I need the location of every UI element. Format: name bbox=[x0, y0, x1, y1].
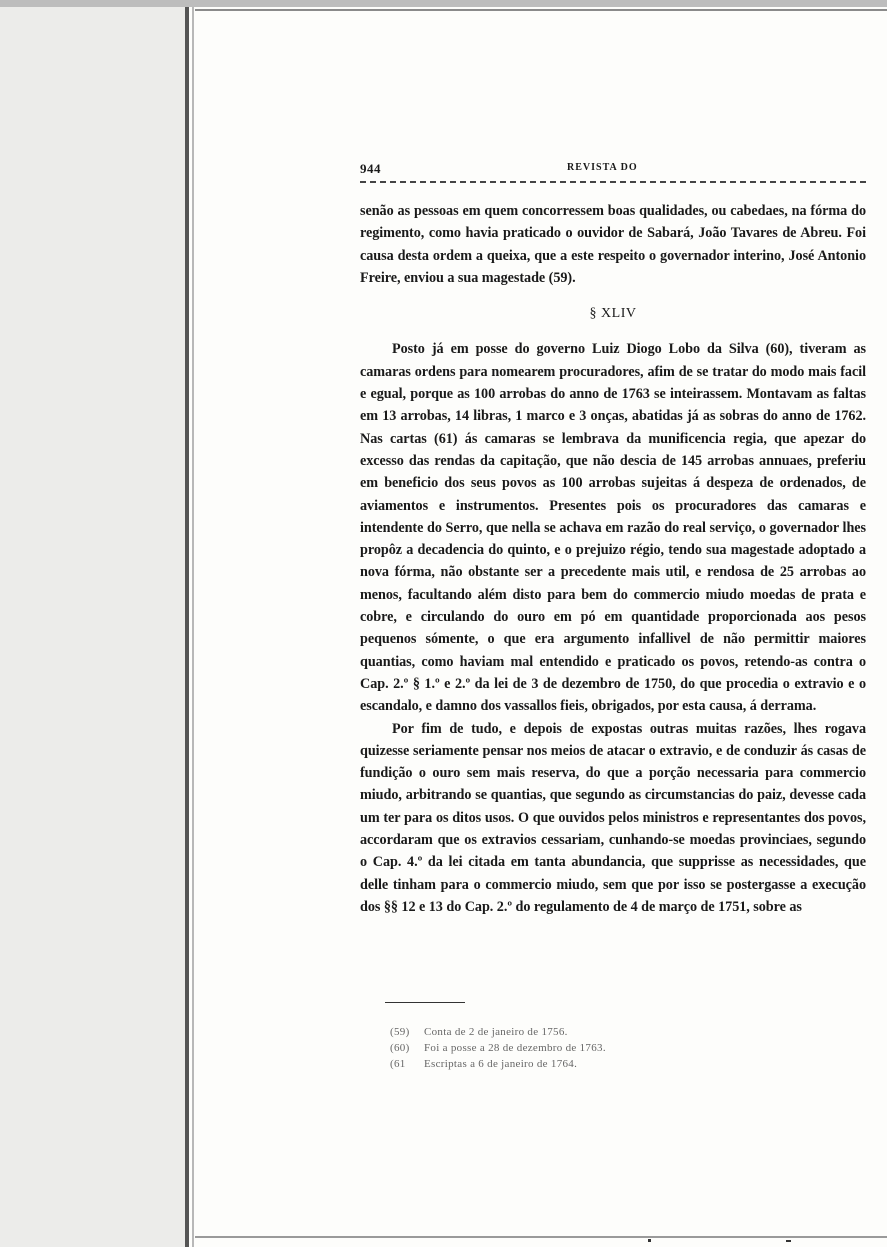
page-number: 944 bbox=[360, 161, 381, 176]
scan-binding-edge bbox=[185, 0, 189, 1247]
section-heading: § XLIV bbox=[589, 306, 637, 322]
scan-top-line bbox=[195, 9, 887, 11]
footnote-text: Conta de 2 de janeiro de 1756. bbox=[424, 1026, 568, 1038]
footnote-number: (59) bbox=[390, 1026, 410, 1038]
paragraph-3: Por fim de tudo, e depois de expostas outras muitas razões, lhes rogava quizesse seriamente pensar nos meios de atacar o extravio, e de conduzir ás casas de fundição o ouro sem mais reserva, do que a porção necessaria para commercio miudo, arbitrando se quantias, que segundo as circumstancias do paiz, devesse cada um ter para os ditos usos. O que ouvidos pelos ministros e representantes dos povos, accordaram que os extravios cessariam, cunhando-se moedas provinciaes, segundo o Cap. 4.º da lei citada em tanta abundancia, que supprisse as necessidades, que delle tinham para o commercio miudo, sem que por isso se postergasse a execução dos §§ 12 e 13 do Cap. 2.º do regulamento de 4 de março de 1751, sobre as bbox=[360, 720, 866, 915]
footnote-number: (61 bbox=[390, 1058, 406, 1070]
paragraph-2: Posto já em posse do governo Luiz Diogo Lobo da Silva (60), tiveram as camaras ordens para nomearem procuradores, afim de se tratar do modo mais facil e egual, porque as 100 arrobas do anno de 1763 se inteirassem. Montavam as faltas em 13 arrobas, 14 libras, 1 marco e 3 onças, abatidas já as sobras do anno de 1762. Nas cartas (61) ás camaras se lembrava da munificencia regia, que apezar do excesso das rendas da capitação, que não descia de 145 arrobas annuaes, preferiu em beneficio dos seus povos as 100 arrobas sujeitas á despeza de ordenados, de aviamentos e instrumentos. Presentes pois os procuradores das camaras e intendente do Serro, que nella se achava em razão do real serviço, o governador lhes propôz a decadencia do quinto, e o prejuizo régio, tendo sua magestade adoptado a nova fórma, não obstante ser a precedente mais util, e rendosa de 25 arrobas ao menos, facultando além disto para bem do commercio miudo moedas de prata e cobre, e circulando do ouro em pó em quantidade proporcionada aos pesos pequenos sómente, o que era argumento infallivel de não permittir maiores quantias, como haviam mal entendido e praticado os povos, retendo-as contra o Cap. 2.º § 1.º e 2.º da lei de 3 de dezembro de 1750, do que procedia o extravio e o escandalo, e damno dos vassallos fieis, obrigados, por esta causa, á derrama. bbox=[360, 341, 866, 715]
scan-page-margin bbox=[0, 0, 185, 1247]
scan-speck bbox=[786, 1240, 791, 1242]
scan-top-border bbox=[0, 0, 887, 7]
body-text bbox=[360, 200, 866, 918]
footnote-rule bbox=[385, 1002, 465, 1003]
scan-binding-shadow bbox=[192, 0, 194, 1247]
footnote-59 bbox=[390, 1024, 790, 1040]
scan-bottom-line bbox=[195, 1236, 887, 1238]
paragraph-1: senão as pessoas em quem concorressem boas qualidades, ou cabedaes, na fórma do regimento, como havia praticado o ouvidor de Sabará, João Tavares de Abreu. Foi causa desta ordem a queixa, que a este respeito o governador interino, José Antonio Freire, enviou a sua magestade (59). bbox=[360, 203, 866, 286]
footnotes bbox=[390, 1024, 790, 1072]
scan-speck bbox=[648, 1239, 651, 1242]
header-rule bbox=[360, 181, 866, 183]
footnote-61 bbox=[390, 1056, 790, 1072]
footnote-text: Foi a posse a 28 de dezembro de 1763. bbox=[424, 1042, 606, 1054]
footnote-text: Escriptas a 6 de janeiro de 1764. bbox=[424, 1058, 578, 1070]
footnote-number: (60) bbox=[390, 1042, 410, 1054]
page-header bbox=[360, 161, 866, 179]
running-title: REVISTA DO bbox=[567, 162, 638, 173]
footnote-60 bbox=[390, 1040, 790, 1056]
